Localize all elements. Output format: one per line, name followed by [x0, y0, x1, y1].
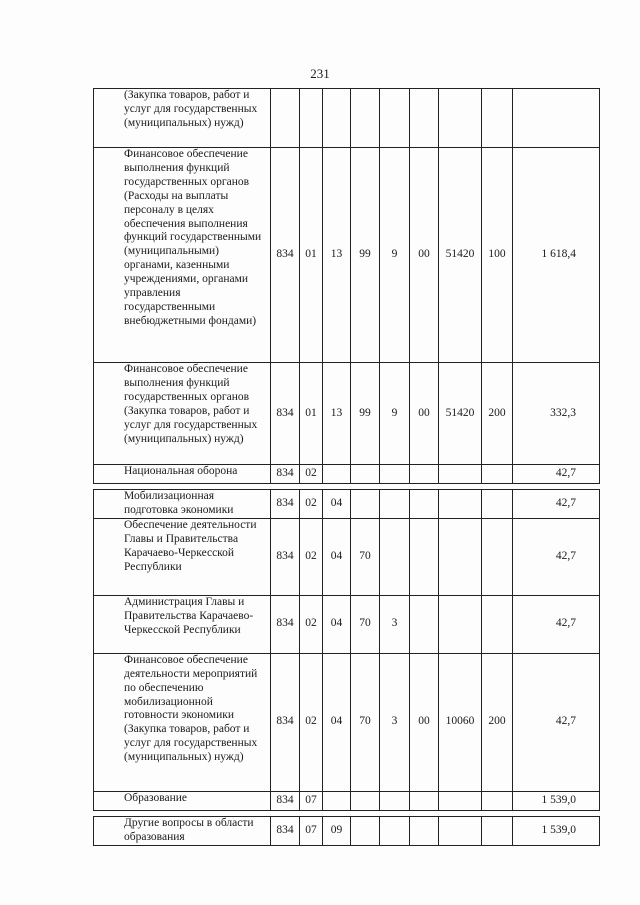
code-cell [410, 490, 439, 519]
code-cell: 9 [380, 148, 410, 363]
code-cell [410, 518, 439, 595]
code-cell: 100 [482, 148, 513, 363]
code-cell [380, 465, 410, 484]
code-cell [439, 89, 482, 148]
code-cell: 834 [271, 791, 300, 810]
code-cell [482, 791, 513, 810]
code-cell [439, 518, 482, 595]
code-cell [323, 89, 351, 148]
code-cell: 00 [410, 148, 439, 363]
code-cell: 834 [271, 148, 300, 363]
row-name: Мобилизационная подготовка экономики [94, 490, 271, 519]
amount-cell: 1 539,0 [513, 791, 600, 810]
code-cell: 51420 [439, 148, 482, 363]
code-cell: 04 [323, 518, 351, 595]
code-cell: 834 [271, 816, 300, 845]
code-cell [439, 465, 482, 484]
amount-cell: 42,7 [513, 465, 600, 484]
row-name: Образование [94, 791, 271, 810]
code-cell: 02 [300, 490, 323, 519]
code-cell [380, 490, 410, 519]
code-cell [323, 465, 351, 484]
code-cell: 51420 [439, 363, 482, 465]
code-cell: 07 [300, 816, 323, 845]
code-cell: 3 [380, 653, 410, 791]
code-cell [410, 465, 439, 484]
code-cell [410, 595, 439, 653]
table-row [94, 465, 600, 484]
code-cell: 70 [351, 518, 380, 595]
code-cell [351, 816, 380, 845]
amount-cell: 42,7 [513, 518, 600, 595]
row-name: Обеспечение деятельности Главы и Правительства Карачаево-Черкесской Республики [94, 518, 271, 595]
code-cell [410, 791, 439, 810]
code-cell: 07 [300, 791, 323, 810]
code-cell: 834 [271, 490, 300, 519]
code-cell: 04 [323, 595, 351, 653]
code-cell: 13 [323, 148, 351, 363]
code-cell [300, 89, 323, 148]
code-cell: 04 [323, 653, 351, 791]
amount-cell: 1 539,0 [513, 816, 600, 845]
code-cell: 01 [300, 148, 323, 363]
code-cell [351, 791, 380, 810]
code-cell: 200 [482, 653, 513, 791]
code-cell [439, 595, 482, 653]
code-cell [380, 89, 410, 148]
code-cell [351, 465, 380, 484]
table-row [94, 816, 600, 845]
code-cell: 9 [380, 363, 410, 465]
code-cell: 834 [271, 653, 300, 791]
table-row [94, 595, 600, 653]
code-cell: 70 [351, 595, 380, 653]
code-cell [380, 518, 410, 595]
row-name: Администрация Главы и Правительства Карачаево-Черкесской Республики [94, 595, 271, 653]
amount-cell [513, 89, 600, 148]
row-name: Национальная оборона [94, 465, 271, 484]
code-cell: 834 [271, 465, 300, 484]
code-cell: 70 [351, 653, 380, 791]
code-cell [410, 816, 439, 845]
code-cell [410, 89, 439, 148]
table-row [94, 148, 600, 363]
table-row [94, 653, 600, 791]
code-cell [482, 465, 513, 484]
code-cell [482, 490, 513, 519]
table-row [94, 363, 600, 465]
code-cell: 02 [300, 653, 323, 791]
code-cell [323, 791, 351, 810]
amount-cell: 42,7 [513, 490, 600, 519]
row-name: Финансовое обеспечение деятельности мероприятий по обеспечению мобилизационной готовности экономики (Закупка товаров, работ и услуг для государственных (муниципальных) нужд) [94, 653, 271, 791]
code-cell: 99 [351, 363, 380, 465]
budget-table-container [93, 88, 599, 843]
code-cell: 200 [482, 363, 513, 465]
code-cell [482, 518, 513, 595]
code-cell: 99 [351, 148, 380, 363]
code-cell: 00 [410, 363, 439, 465]
code-cell: 01 [300, 363, 323, 465]
code-cell: 02 [300, 465, 323, 484]
code-cell: 834 [271, 518, 300, 595]
code-cell [351, 89, 380, 148]
amount-cell: 332,3 [513, 363, 600, 465]
table-row [94, 490, 600, 519]
code-cell [271, 89, 300, 148]
amount-cell: 42,7 [513, 595, 600, 653]
code-cell: 13 [323, 363, 351, 465]
code-cell [482, 89, 513, 148]
code-cell [351, 490, 380, 519]
amount-cell: 42,7 [513, 653, 600, 791]
code-cell: 00 [410, 653, 439, 791]
code-cell: 09 [323, 816, 351, 845]
code-cell: 02 [300, 595, 323, 653]
table-row [94, 89, 600, 148]
code-cell [482, 595, 513, 653]
table-row [94, 791, 600, 810]
code-cell: 834 [271, 595, 300, 653]
code-cell: 834 [271, 363, 300, 465]
code-cell: 02 [300, 518, 323, 595]
code-cell [439, 791, 482, 810]
row-name: (Закупка товаров, работ и услуг для государственных (муниципальных) нужд) [94, 89, 271, 148]
code-cell [380, 816, 410, 845]
code-cell [439, 816, 482, 845]
code-cell [380, 791, 410, 810]
row-name: Финансовое обеспечение выполнения функций государственных органов (Расходы на выплаты персоналу в целях обеспечения выполнения функций государственными (муниципальными) органами, казенными учреждениями, органами управления государственными внебюджетными фондами) [94, 148, 271, 363]
amount-cell: 1 618,4 [513, 148, 600, 363]
code-cell: 3 [380, 595, 410, 653]
code-cell [482, 816, 513, 845]
row-name: Другие вопросы в области образования [94, 816, 271, 845]
budget-table [93, 88, 600, 846]
row-name: Финансовое обеспечение выполнения функций государственных органов (Закупка товаров, работ и услуг для государственных (муниципальных) нужд) [94, 363, 271, 465]
page-number: 231 [310, 66, 330, 81]
code-cell: 10060 [439, 653, 482, 791]
table-row [94, 518, 600, 595]
code-cell: 04 [323, 490, 351, 519]
code-cell [439, 490, 482, 519]
